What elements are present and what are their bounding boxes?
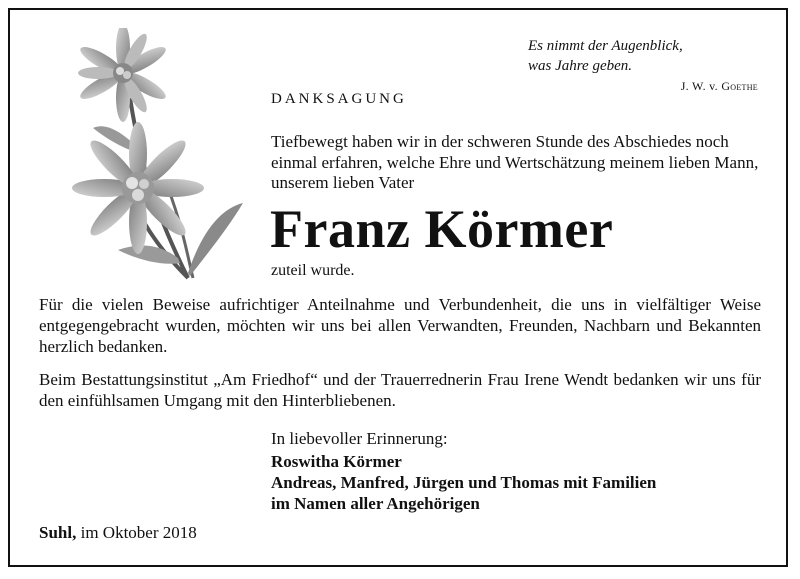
date-text: im Oktober 2018 bbox=[80, 523, 197, 542]
signer-line: Andreas, Manfred, Jürgen und Thomas mit Familien bbox=[271, 473, 657, 492]
intro-text: Tiefbewegt haben wir in der schweren Stunde des Abschiedes noch einmal erfahren, welche Ehre und Wertschätzung meinem lieben Mann, unserem lieben Vater bbox=[271, 132, 759, 192]
memory-line: In liebevoller Erinnerung: bbox=[271, 429, 448, 448]
thanks-paragraph-2: Beim Bestattungsinstitut „Am Friedhof“ und der Trauerrednerin Frau Irene Wendt bedanken wir uns für den einfühlsamen Umgang mit den Hinterbliebenen. bbox=[39, 370, 761, 410]
quote-author-initials: J. W. v. bbox=[680, 79, 718, 93]
signer-line: Roswitha Körmer bbox=[271, 452, 402, 471]
quote-line-1: Es nimmt der Augenblick, bbox=[528, 38, 683, 54]
thanks-paragraph-1: Für die vielen Beweise aufrichtiger Anteilnahme und Verbundenheit, die uns in vielfältiger Weise entgegengebracht wurden, möchten wir uns bei allen Verwandten, Freunden, Nachbarn und Bekannten herzlich bedanken. bbox=[39, 295, 761, 356]
signer-line: im Namen aller Angehörigen bbox=[271, 494, 480, 513]
notice-heading: DANKSAGUNG bbox=[271, 91, 407, 107]
place-name: Suhl, bbox=[39, 523, 77, 542]
quote-author bbox=[528, 78, 758, 94]
place-date bbox=[39, 523, 197, 543]
goethe-quote bbox=[528, 36, 758, 94]
quote-line-2: was Jahre geben. bbox=[528, 58, 633, 74]
quote-author-name: Goethe bbox=[721, 79, 758, 93]
deceased-name: Franz Körmer bbox=[270, 199, 614, 259]
intro-ending: zuteil wurde. bbox=[271, 262, 355, 279]
edelweiss-icon bbox=[38, 28, 248, 283]
signers-block bbox=[271, 451, 656, 514]
